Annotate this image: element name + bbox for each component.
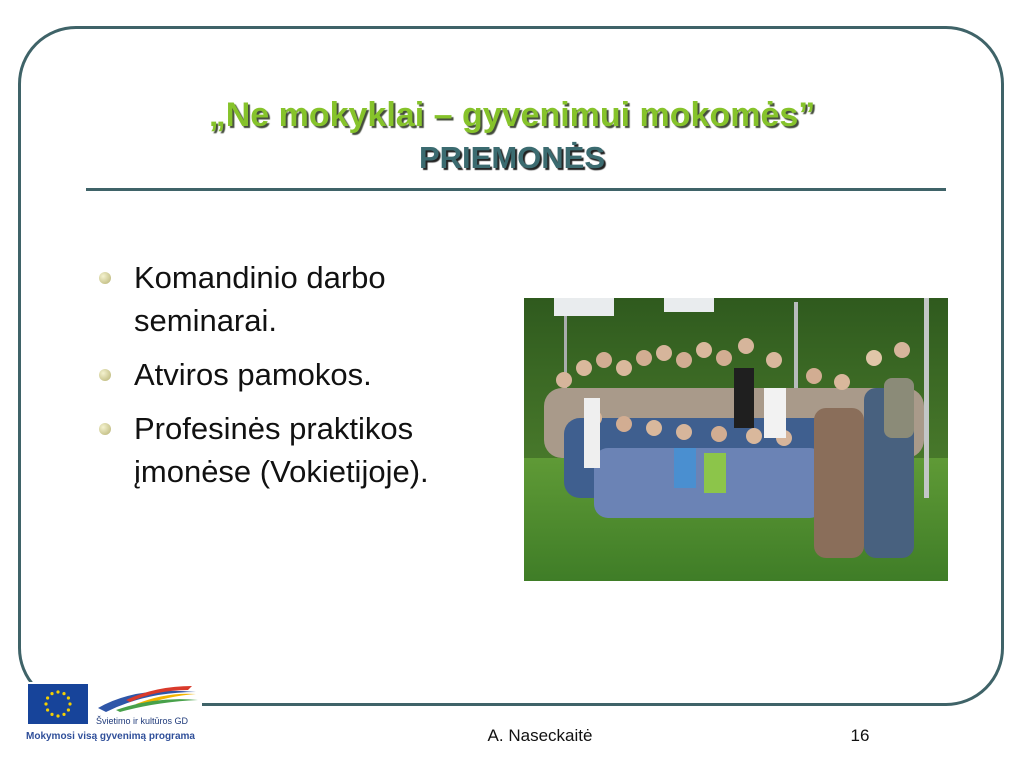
bullet-item bbox=[96, 407, 496, 493]
bullet-icon bbox=[99, 423, 111, 435]
slide-title: „Ne mokyklai – gyvenimui mokomės” bbox=[208, 96, 816, 134]
bullet-item bbox=[96, 256, 496, 342]
eu-program-logo bbox=[26, 682, 202, 746]
logo-caption-small: Švietimo ir kultūros GD bbox=[96, 716, 189, 726]
bullet-text: Atviros pamokos. bbox=[134, 357, 372, 392]
bullet-icon bbox=[99, 272, 111, 284]
slide-subtitle: PRIEMONĖS bbox=[418, 140, 606, 175]
bullet-icon bbox=[99, 369, 111, 381]
footer-author: A. Naseckaitė bbox=[487, 726, 593, 745]
swoosh-icon bbox=[96, 684, 200, 714]
page-number: 16 bbox=[850, 726, 870, 745]
eu-flag-icon bbox=[28, 684, 88, 724]
group-photo-icon bbox=[524, 298, 948, 581]
group-photo bbox=[524, 298, 948, 581]
bullet-list bbox=[96, 256, 496, 504]
bullet-text: Profesinės praktikos įmonėse (Vokietijoje). bbox=[134, 411, 429, 489]
bullet-text: Komandinio darbo seminarai. bbox=[134, 260, 386, 338]
title-divider bbox=[86, 188, 946, 191]
logo-caption-program: Mokymosi visą gyvenimą programa bbox=[26, 731, 195, 742]
bullet-item bbox=[96, 353, 496, 396]
